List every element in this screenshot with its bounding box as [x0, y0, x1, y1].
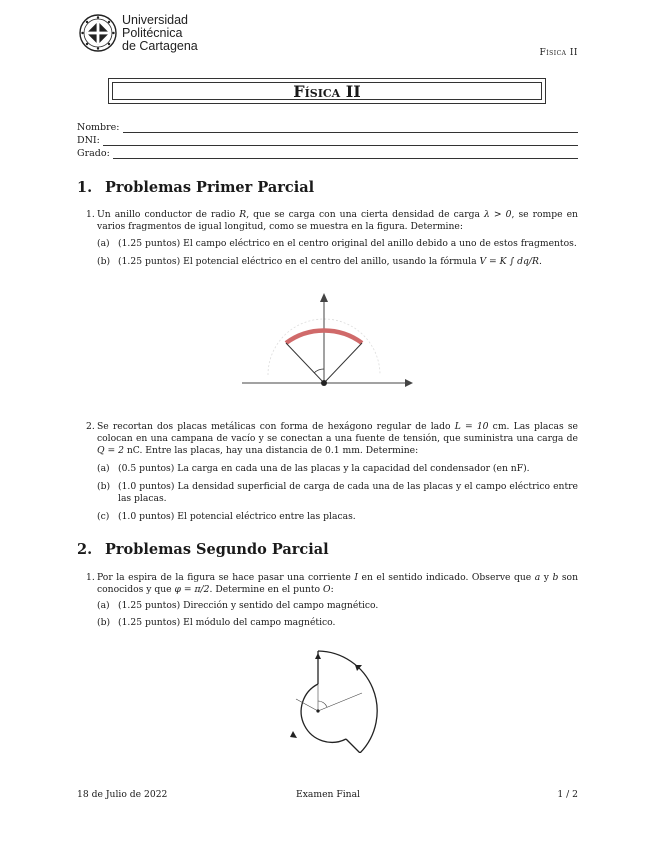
- problem-1-2-a-label: (a): [97, 463, 110, 474]
- grado-line[interactable]: [113, 150, 578, 159]
- problem-2-1-b-text: (1.25 puntos) El módulo del campo magnético.: [118, 617, 336, 628]
- phi-arc: [318, 701, 327, 707]
- university-line-1: Universidad: [122, 13, 189, 27]
- section-2-number: 2.: [77, 541, 93, 558]
- problem-1-2-number: 2.: [86, 421, 95, 432]
- logo-emblem-icon: [79, 14, 117, 52]
- university-name: [122, 14, 198, 53]
- footer-date: 18 de Julio de 2022: [77, 789, 168, 800]
- footer-exam: Examen Final: [296, 789, 360, 800]
- outer-arc: [318, 651, 377, 753]
- dni-line[interactable]: [103, 137, 578, 146]
- section-1-title: Problemas Primer Parcial: [105, 179, 315, 196]
- origin-point: [321, 380, 327, 386]
- problem-2-1-a-label: (a): [97, 600, 110, 611]
- dni-field[interactable]: [77, 135, 578, 146]
- point-O: [316, 709, 319, 712]
- problem-1-2-a-text: (0.5 puntos) La carga en cada una de las placas y la capacidad del condensador (en nF).: [118, 463, 530, 474]
- radius-b: [318, 693, 362, 711]
- problem-1-1-number: 1.: [86, 209, 95, 220]
- radius-right: [324, 343, 362, 383]
- problem-2-1-statement: Por la espira de la figura se hace pasar una corriente I en el sentido indicado. Observe que a y b son conocidos y que φ = π/2. Determine en el punto O:: [97, 572, 578, 595]
- problem-1-2-statement: Se recortan dos placas metálicas con forma de hexágono regular de lado L = 10 cm. Las placas se colocan en una campana de vacío y se conectan a una fuente de tensión, que suministra una carga de Q = 2 nC. Entre las placas, hay una distancia de 0.1 mm. Determine:: [97, 421, 578, 456]
- section-1-number: 1.: [77, 179, 93, 196]
- section-2-title: Problemas Segundo Parcial: [105, 541, 329, 558]
- section-2-heading: [77, 541, 329, 558]
- diagonal-segment: [346, 739, 360, 753]
- page-title: Física II: [112, 82, 542, 100]
- problem-2-1-a-text: (1.25 puntos) Dirección y sentido del campo magnético.: [118, 600, 379, 611]
- header-course-tag: Física II: [539, 48, 578, 58]
- radius-left: [286, 343, 324, 383]
- current-loop-diagram: [278, 643, 388, 753]
- ring-fragment-diagram: [240, 290, 420, 410]
- problem-2-1-b-label: (b): [97, 617, 111, 628]
- problem-1-1-b-text: (1.25 puntos) El potencial eléctrico en el centro del anillo, usando la fórmula V = K ∫ dq/R.: [118, 256, 542, 267]
- problem-1-2-c-label: (c): [97, 511, 110, 522]
- title-box: [108, 78, 546, 104]
- university-logo: [79, 14, 117, 52]
- figure-ring-fragment: [240, 290, 420, 410]
- section-1-heading: [77, 179, 314, 196]
- problem-1-1-a-text: (1.25 puntos) El campo eléctrico en el centro original del anillo debido a uno de estos fragmentos.: [118, 238, 577, 249]
- footer-page-number: 1 / 2: [557, 789, 578, 800]
- name-label: Nombre:: [77, 122, 120, 133]
- name-line[interactable]: [123, 124, 579, 133]
- theta-arc: [314, 369, 324, 373]
- dni-label: DNI:: [77, 135, 100, 146]
- x-axis-arrow: [405, 379, 413, 387]
- grado-field[interactable]: [77, 148, 578, 159]
- name-field[interactable]: [77, 122, 578, 133]
- problem-1-2-b-label: (b): [97, 481, 111, 492]
- problem-1-1-a-label: (a): [97, 238, 110, 249]
- inner-arc: [301, 684, 346, 742]
- grado-label: Grado:: [77, 148, 110, 159]
- problem-1-2-b-text: (1.0 puntos) La densidad superficial de carga de cada una de las placas y el campo eléctrico entre las placas.: [118, 481, 578, 504]
- figure-current-loop: [278, 643, 388, 753]
- problem-2-1-number: 1.: [86, 572, 95, 583]
- university-line-3: de Cartagena: [122, 39, 198, 53]
- problem-1-1-b-label: (b): [97, 256, 111, 267]
- y-axis-arrow: [320, 293, 328, 302]
- radius-a: [296, 699, 318, 711]
- current-arrow-vertical: [315, 653, 321, 659]
- current-arrow-bottom: [290, 731, 297, 738]
- university-line-2: Politécnica: [122, 26, 183, 40]
- problem-1-2-c-text: (1.0 puntos) El potencial eléctrico entre las placas.: [118, 511, 356, 522]
- problem-1-1-statement: Un anillo conductor de radio R, que se carga con una cierta densidad de carga λ > 0, se rompe en varios fragmentos de igual longitud, como se muestra en la figura. Determine:: [97, 209, 578, 232]
